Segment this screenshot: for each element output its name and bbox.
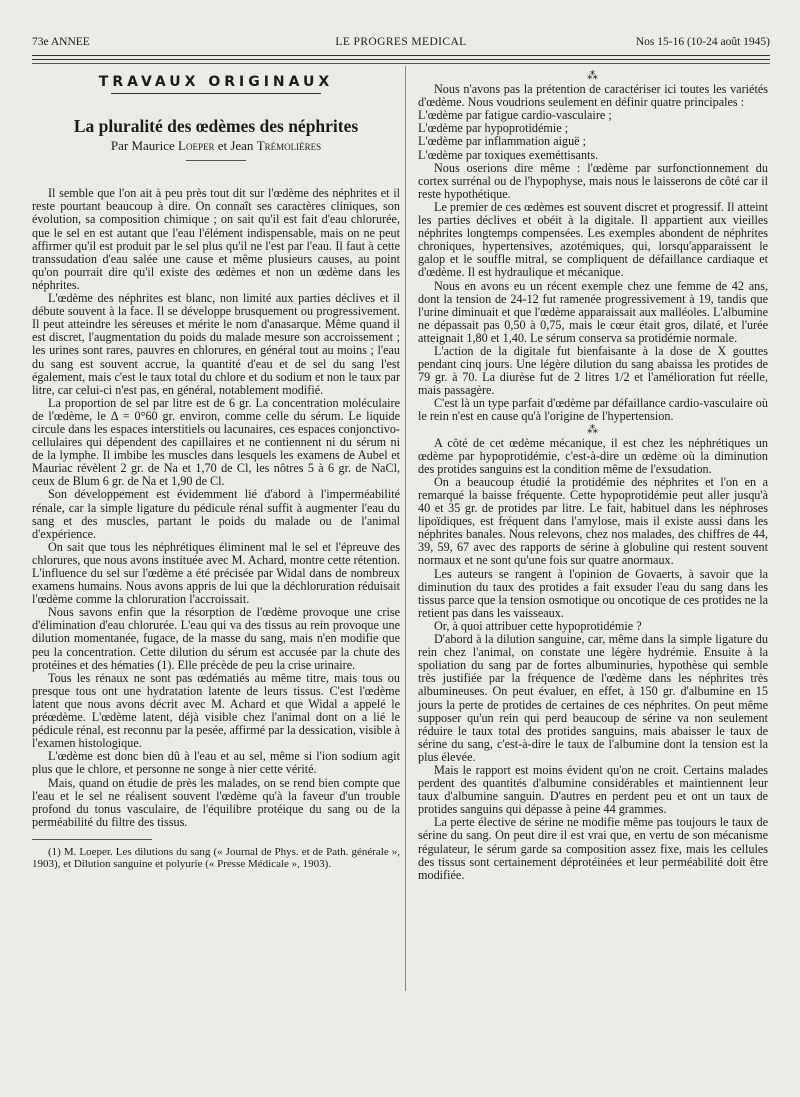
- paragraph: Les auteurs se rangent à l'opinion de Govaerts, à savoir que la diminution du taux des protides a fait exsuder l'eau du sang dans les tissus parce que la tension osmotique ou oncotique de ces protides ne la retient pas dans les vaisseaux.: [418, 566, 768, 620]
- header-rule: [32, 63, 770, 64]
- list-item: L'œdème par inflammation aiguë ;: [418, 134, 587, 149]
- paragraph: Nous savons enfin que la résorption de l'œdème provoque une crise d'élimination d'eau chlorurée. L'eau qui va des tissus au rein provoque une dilution momentanée, fugace, de la masse du sang, mais n'en modifie que peu la concentration. Cette dilution du sérum est accusée par la chute des protéines et des hématies (1). Elle précède de peu la crise urinaire.: [32, 605, 400, 672]
- list-item: L'œdème par toxiques exeméttisants.: [418, 147, 599, 162]
- paragraph: Mais le rapport est moins évident qu'on ne croit. Certains malades perdent des quantités d'albumine considérables et maintiennent leur taux d'albumine sanguin. D'autres en perdent peu et ont un taux de protides sanguins qui dépasse à peine 44 grammes.: [418, 762, 768, 817]
- author-name: Trémolières: [256, 138, 322, 154]
- footnote-text: (1) M. Loeper. Les dilutions du sang (« Journal de Phys. et de Path. générale », 1903), et Dilution sanguine et polyurie (« Presse Médicale », 1903).: [32, 845, 400, 870]
- list-item: L'œdème par hypoprotidémie ;: [418, 121, 569, 136]
- paragraph: Nous en avons eu un récent exemple chez une femme de 42 ans, dont la tension de 24-12 fut ramenée progressivement à 19, tandis que l'urine diminuait et que l'œdème apparaissait aux malléoles. L'albumine ne dépassait pas 0,50 à 0,75, mais le cœur était gros, dilaté, et l'urée atteignait 1,80 et 1,40. Le sérum conserva sa protidémie normale.: [418, 278, 768, 345]
- byline-mid: et Jean: [217, 138, 254, 154]
- section-title: TRAVAUX ORIGINAUX: [98, 74, 334, 90]
- right-column: [418, 70, 768, 882]
- header-rule: [32, 59, 770, 60]
- paragraph: L'action de la digitale fut bienfaisante à la dose de X gouttes pendant cinq jours. Une légère dilution du sang abaissa les protides de 79 gr. à 70. La diurèse fut de 2 litres 1/2 et l'amélioration fut réelle, mais passagère.: [418, 343, 768, 398]
- issue-number-date: Nos 15-16 (10-24 août 1945): [635, 36, 770, 48]
- list-item: L'œdème par fatigue cardio-vasculaire ;: [418, 108, 612, 123]
- byline: [32, 139, 400, 152]
- byline-prefix: Par Maurice: [110, 138, 175, 154]
- paragraph: La proportion de sel par litre est de 6 gr. La concentration moléculaire de l'œdème, le Δ = 0°60 gr. environ, comme celle du sérum. Le liquide circule dans les espaces interstitiels ou lacunaires, ces espaces conjonctivo-cellulaires qui dépendent des capillaires et ne contiennent ni du sérum ni de la lymphe. Il imbibe les muscles dans lesquels les examens de Aubel et Mauriac révèlent 2 gr. de Na et 1,70 de Cl, les nôtres 5 à 6 gr. de NaCl, ceux de Blum 6 gr. de Na et 1,90 de Cl.: [32, 395, 400, 489]
- running-header: [32, 36, 770, 54]
- paragraph: Son développement est évidemment lié d'abord à l'imperméabilité rénale, car la simple ligature du pédicule rénal suffit à augmenter l'eau du sang et des muscles, partant le poids du malade ou de l'animal d'expérience.: [32, 487, 400, 541]
- paragraph: Or, à quoi attribuer cette hypoprotidémie ?: [434, 618, 642, 633]
- paragraph: Nous oserions dire même : l'œdème par surfonctionnement du cortex surrénal ou de l'hypophyse, mais nous le laisserons de côté car il reste hypothétique.: [418, 160, 768, 201]
- column-divider: [405, 66, 406, 991]
- article-title: La pluralité des œdèmes des néphrites: [73, 116, 359, 137]
- author-name: Loeper: [178, 138, 215, 154]
- byline-rule: [186, 160, 246, 161]
- paragraph: D'abord à la dilution sanguine, car, même dans la simple ligature du rein chez l'animal, on constate une légère hydrémie. Ensuite à la spoliation du sang par de fortes albuminuries, hypothèse qui semble très justifiée par la fréquence de l'œdème dans les néphrites très albumineuses. On peut évaluer, en effet, à 150 gr. d'albumine en 15 jours la perte de protides de certaines de ces néphrites. On peut même supposer qu'un rein qui perd beaucoup de sérine va non seulement réduire le taux total des protides sanguins, mais abaisser le taux de sérine du sang, c'est-à-dire le taux de l'albumine dont la tension est la plus élevée.: [418, 632, 768, 764]
- paragraph: Nous n'avons pas la prétention de caractériser ici toutes les variétés d'œdème. Nous voudrions seulement en définir quatre principales :: [418, 82, 768, 110]
- footnote: [32, 846, 400, 870]
- paragraph: L'œdème des néphrites est blanc, non limité aux parties déclives et il débute souvent à la face. Il se développe brusquement ou progressivement. Il peut atteindre les séreuses et mérite le nom d'anasarque. Même quand il est discret, l'augmentation du poids du malade mesure son accroissement ; les urines sont rares, pauvres en chlorures, en général tout au moins ; l'eau du sang est souvent accrue, la quantité d'eau et de sel du sang l'est également, mais c'est le taux total du chlore et du sodium et non le taux par litre, car celui-ci n'est pas, en général, notablement modifié.: [32, 291, 400, 397]
- header-rule: [32, 55, 770, 56]
- paragraph: On sait que tous les néphrétiques éliminent mal le sel et l'épreuve des chlorures, que nous avons instituée avec M. Achard, montre cette rétention. L'influence du sel sur l'œdème a été précisée par Widal dans de nombreux examens humains. Nous avons appris de lui que la déchloruration réduisait l'œdème comme la chloruration l'accroissait.: [32, 539, 400, 607]
- paragraph: On a beaucoup étudié la protidémie des néphrites et l'on en a remarqué la baisse fréquente. Cette hypoprotidémie peut aller jusqu'à 40 et 35 gr. de protides par litre. Le fait, habituel dans les néphroses lipoïdiques, est fréquent dans l'amylose, mais il existe aussi dans les néphrites banales. Nous relevons, chez nos malades, des chiffres de 44, 39, 59, 67 avec des rapports de sérine à globuline qui restent souvent normaux et ne sont qu'une fois sur quatre anormaux.: [418, 474, 768, 568]
- paragraph: Il semble que l'on ait à peu près tout dit sur l'œdème des néphrites et il reste pourtant beaucoup à dire. On connaît ses caractères cliniques, son évolution, sa composition chimique ; on sait qu'il est fait d'eau chlorurée, que le sel en est autant que l'eau l'élément indispensable, mais on ne peut affirmer qu'il est produit par le sel plus qu'il ne l'est par l'eau. Il faut à cette transsudation d'eau salée une cause et même plusieurs causes, au point qu'on pourrait dire qu'il existe des œdèmes et non un œdème dans les néphrites.: [32, 186, 400, 292]
- section-rule: [111, 93, 321, 94]
- paragraph: A côté de cet œdème mécanique, il est chez les néphrétiques un œdème par hypoprotidémie, c'est-à-dire un œdème où la diminution des protides sanguins est la condition même de l'exsudation.: [418, 435, 768, 476]
- issue-year: 73e ANNEE: [32, 36, 90, 48]
- paragraph: C'est là un type parfait d'œdème par défaillance cardio-vasculaire où le rein n'est en cause qu'à l'origine de l'hypertension.: [418, 396, 768, 424]
- section-asterism: ⁂: [587, 70, 599, 82]
- paragraph: La perte élective de sérine ne modifie même pas toujours le taux de sérine du sang. On peut dire il est vrai que, en vertu de son mécanisme régulateur, le sérum garde sa composition assez fixe, mais les cellules des tissus sont certainement déprotéinées et leur perméabilité doit être modifiée.: [418, 815, 768, 882]
- section-asterism: ⁂: [587, 423, 599, 436]
- paragraph: L'œdème est donc bien dû à l'eau et au sel, même si l'ion sodium agit plus que le chlore, et personne ne songe à nier cette vérité.: [32, 749, 400, 777]
- paragraph: Mais, quand on étudie de près les malades, on se rend bien compte que l'eau et le sel ne réalisent souvent l'œdème qu'à la faveur d'un trouble profond du tonus vasculaire, de l'équilibre protéique du sang ou de la perméabilité du filtre des tissus.: [32, 775, 400, 829]
- paragraph: Tous les rénaux ne sont pas œdématiés au même titre, mais tous ou presque tous ont une hydratation latente de leurs tissus. C'est l'œdème latent que nous avons décrit avec M. Achard et que Widal a appelé le préœdème. L'œdème latent, déjà visible chez l'animal dont on a lié le pédicule rénal, est reconnu par la pesée, affirmé par la dessication, visible à l'examen histologique.: [32, 670, 400, 751]
- paragraph: Le premier de ces œdèmes est souvent discret et progressif. Il atteint les parties déclives et obéit à la digitale. Il appartient aux vieilles néphrites longtemps compensées. Les exemples abondent de néphrites chroniques, hypertensives, azotémiques, qui, lorsqu'apparaissent le galop et le souffle mitral, se compliquent de défaillance cardiaque et d'œdème. Il est hydraulique et mécanique.: [418, 199, 768, 280]
- journal-title: LE PROGRES MEDICAL: [335, 36, 467, 48]
- footnote-rule: [32, 839, 152, 840]
- left-column: [32, 70, 400, 870]
